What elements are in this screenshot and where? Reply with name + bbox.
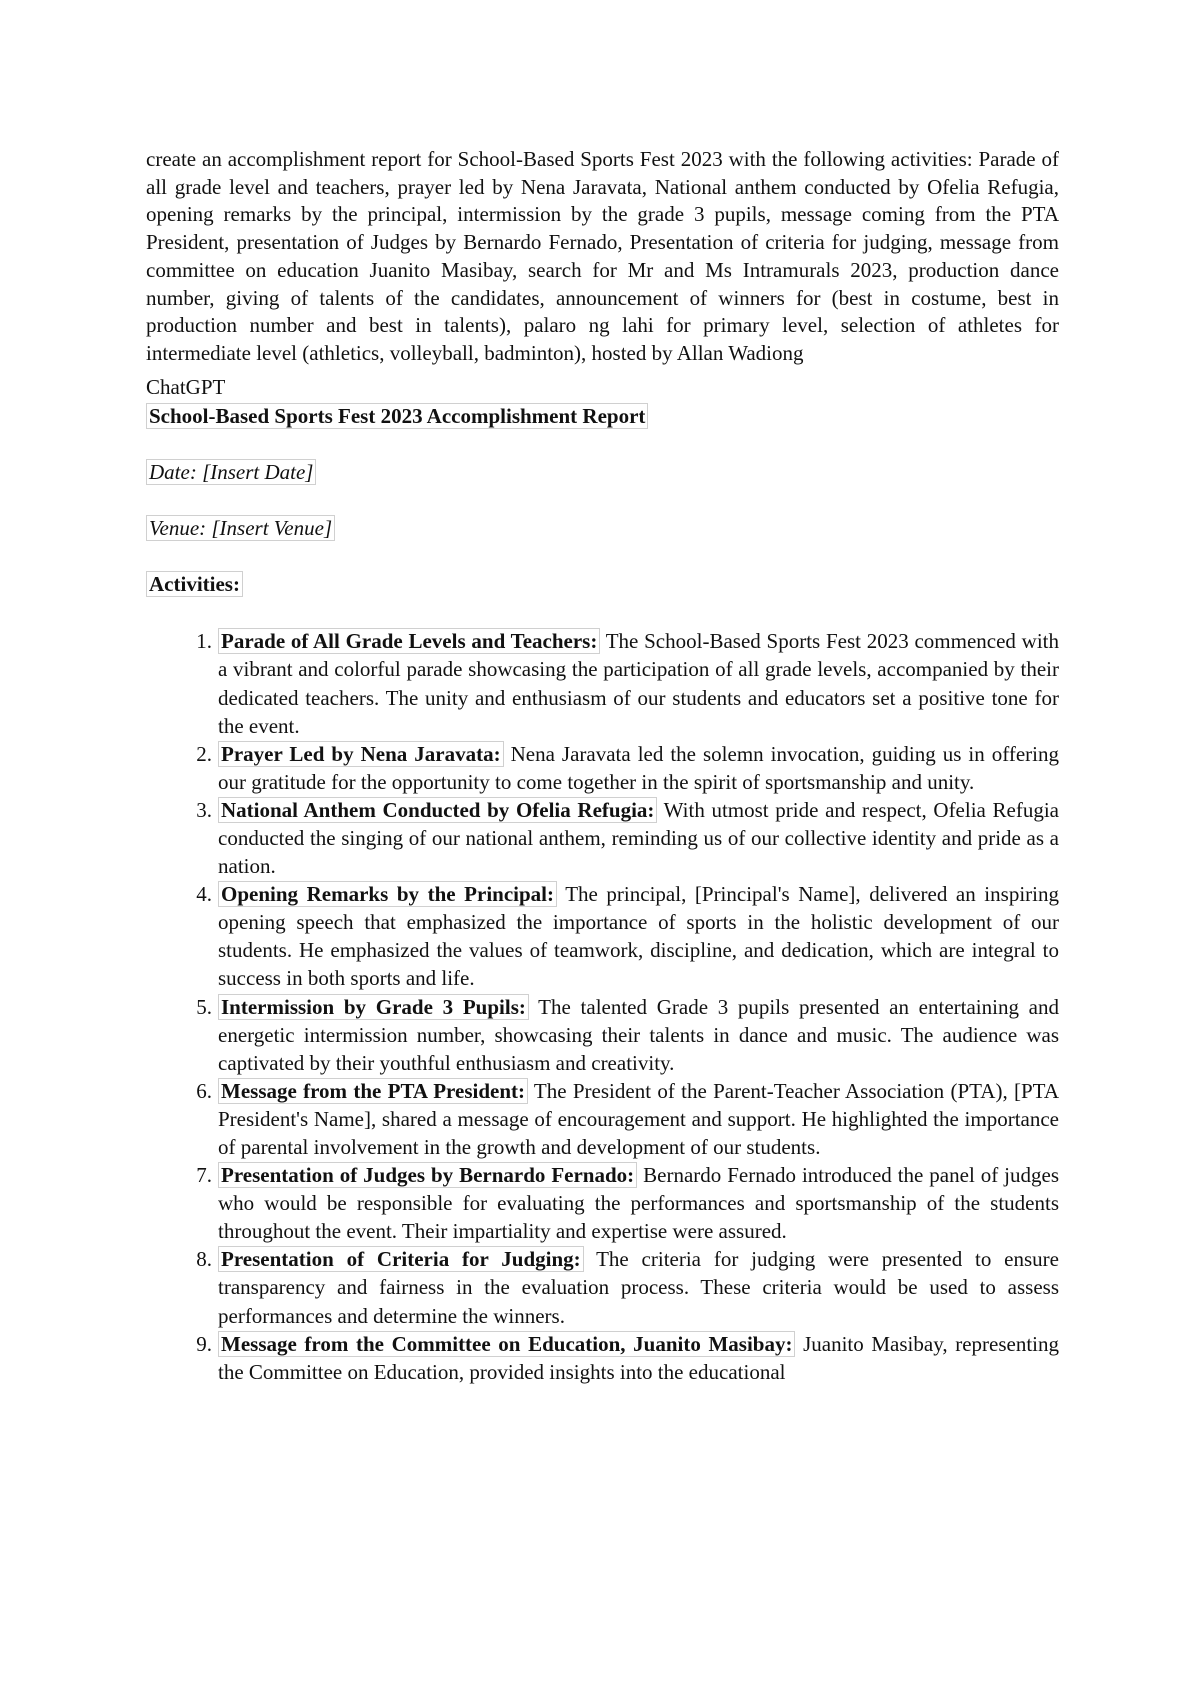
list-item-number: 1. — [196, 629, 212, 654]
list-item-heading: Opening Remarks by the Principal: — [218, 881, 557, 907]
list-item — [146, 796, 1059, 880]
report-venue — [146, 513, 1059, 543]
list-item-text: Nena Jaravata led the solemn invocation, guiding us in offering our gratitude for the opportunity to come together in the spirit of sportsmanship and unity. — [218, 741, 1060, 794]
list-item-number: 7. — [196, 1163, 212, 1188]
list-item — [146, 1161, 1059, 1245]
author-label: ChatGPT — [146, 374, 226, 399]
list-item-text: Juanito Masibay, representing the Committee on Education, provided insights into the educational — [218, 1331, 1059, 1384]
list-item-heading: Message from the Committee on Education, Juanito Masibay: — [218, 1331, 795, 1357]
report-title — [146, 401, 1059, 431]
list-item-text: With utmost pride and respect, Ofelia Refugia conducted the singing of our national anthem, reminding us of our collective identity and pride as a nation. — [218, 797, 1059, 879]
list-item — [146, 880, 1059, 992]
list-item — [146, 1330, 1059, 1386]
list-item — [146, 1077, 1059, 1161]
activities-heading — [146, 569, 1059, 599]
list-item-number: 2. — [196, 741, 212, 766]
activities-heading-text: Activities: — [146, 571, 243, 597]
list-item-text: The criteria for judging were presented to ensure transparency and fairness in the evaluation process. These criteria would be used to assess performances and determine the winners. — [218, 1247, 1059, 1328]
list-item-text: The principal, [Principal's Name], delivered an inspiring opening speech that emphasized the importance of sports in the holistic development of our students. He emphasized the values of teamwork, discipline, and dedication, which are integral to success in both sports and life. — [218, 882, 1059, 991]
list-item-number: 6. — [196, 1078, 212, 1103]
report-date — [146, 457, 1059, 487]
report-title-text: School-Based Sports Fest 2023 Accomplishment Report — [146, 403, 648, 429]
list-item-text: The President of the Parent-Teacher Association (PTA), [PTA President's Name], shared a message of encouragement and support. He highlighted the importance of parental involvement in the growth and development of our students. — [218, 1078, 1059, 1160]
list-item-heading: Prayer Led by Nena Jaravata: — [218, 741, 504, 767]
activities-list — [146, 627, 1059, 1386]
list-item-text: The talented Grade 3 pupils presented an entertaining and energetic intermission number, showcasing their talents in dance and music. The audience was captivated by their youthful enthusiasm and creativity. — [218, 994, 1059, 1075]
list-item-heading: Presentation of Criteria for Judging: — [218, 1246, 584, 1272]
list-item-text: Bernardo Fernado introduced the panel of judges who would be responsible for evaluating the performances and sportsmanship of the students throughout the event. Their impartiality and expertise were assured. — [218, 1163, 1059, 1244]
report-venue-text: Venue: [Insert Venue] — [146, 515, 335, 541]
list-item-number: 8. — [196, 1247, 212, 1272]
list-item-heading: National Anthem Conducted by Ofelia Refugia: — [218, 797, 657, 823]
list-item-number: 5. — [196, 994, 212, 1019]
user-prompt: create an accomplishment report for School-Based Sports Fest 2023 with the following activities: Parade of all grade level and teachers, prayer led by Nena Jaravata, National anthem conducted by Ofelia Refugia, opening remarks by the principal, intermission by the grade 3 pupils, message coming from the PTA President, presentation of Judges by Bernardo Fernado, Presentation of criteria for judging, message from committee on education Juanito Masibay, search for Mr and Ms Intramurals 2023, production dance number, giving of talents of the candidates, announcement of winners for (best in costume, best in production number and best in talents), palaro ng lahi for primary level, selection of athletes for intermediate level (athletics, volleyball, badminton), hosted by Allan Wadiong — [146, 147, 1059, 365]
list-item — [146, 627, 1059, 739]
list-item-number: 9. — [196, 1331, 212, 1356]
list-item — [146, 740, 1059, 796]
list-item — [146, 1245, 1059, 1329]
list-item-heading: Intermission by Grade 3 Pupils: — [218, 994, 529, 1020]
list-item-heading: Parade of All Grade Levels and Teachers: — [218, 628, 600, 654]
list-item-heading: Presentation of Judges by Bernardo Fernado: — [218, 1162, 637, 1188]
list-item-heading: Message from the PTA President: — [218, 1078, 528, 1104]
report-date-text: Date: [Insert Date] — [146, 459, 316, 485]
list-item-number: 3. — [196, 797, 212, 822]
list-item — [146, 993, 1059, 1077]
list-item-number: 4. — [196, 882, 212, 907]
document-page — [146, 146, 1059, 1386]
list-item-text: The School-Based Sports Fest 2023 commenced with a vibrant and colorful parade showcasing the participation of all grade levels, accompanied by their dedicated teachers. The unity and enthusiasm of our students and educators set a positive tone for the event. — [218, 629, 1060, 738]
